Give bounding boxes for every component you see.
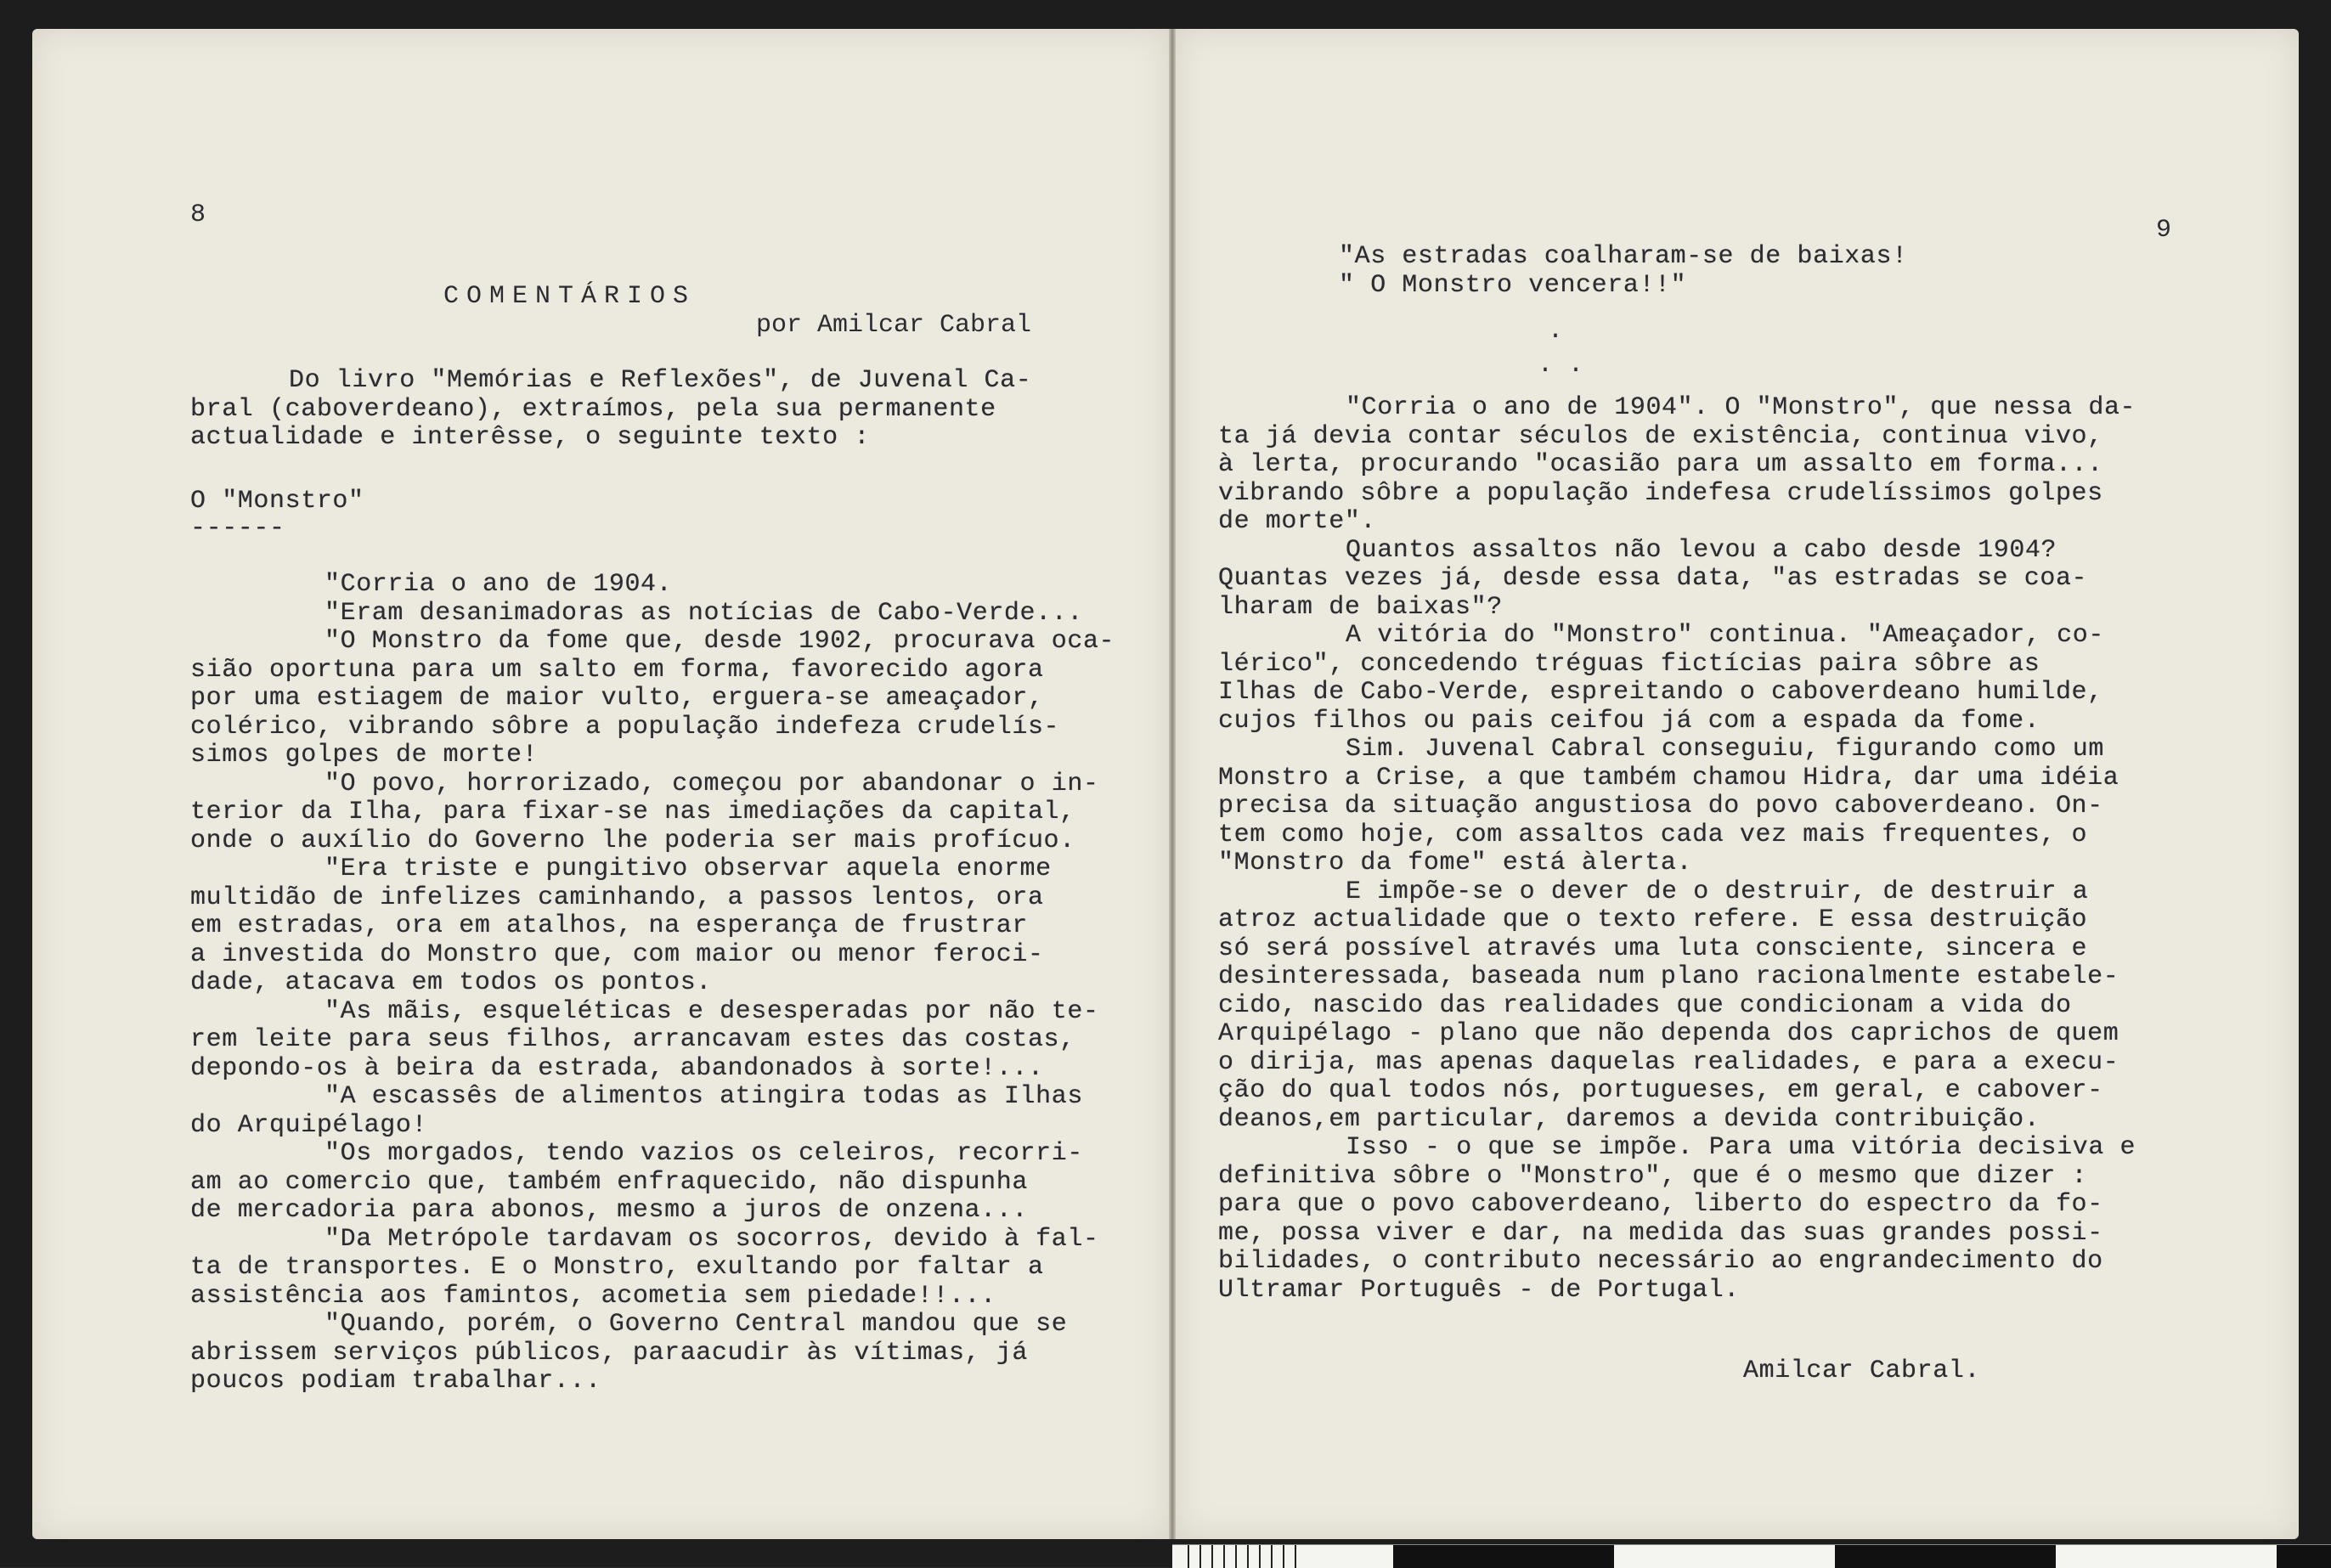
book-gutter xyxy=(1169,29,1176,1539)
intro-paragraph xyxy=(190,367,1031,453)
commentary-line: de morte". xyxy=(1218,507,1377,536)
excerpt-line: "Corria o ano de 1904. xyxy=(325,570,673,599)
excerpt-body xyxy=(190,571,1115,1396)
commentary-line: A vitória do "Monstro" continua. "Ameaçador, co- xyxy=(1346,621,2104,650)
commentary-line: "Monstro da fome" está àlerta. xyxy=(1218,849,1693,877)
scale-ruler xyxy=(1172,1544,2331,1568)
commentary-body xyxy=(1218,394,2136,1305)
commentary-line: para que o povo caboverdeano, liberto do espectro da fo- xyxy=(1218,1190,2103,1219)
intro-line: Do livro "Memórias e Reflexões", de Juvenal Ca- xyxy=(289,366,1032,395)
excerpt-line: por uma estiagem de maior vulto, erguera-se ameaçador, xyxy=(190,684,1044,713)
commentary-line: E impõe-se o dever de o destruir, de destruir a xyxy=(1346,877,2089,906)
intro-line: bral (caboverdeano), extraímos, pela sua permanente xyxy=(190,394,996,424)
commentary-line: cujos filhos ou pais ceifou já com a espada da fome. xyxy=(1218,706,2040,736)
signature: Amilcar Cabral. xyxy=(1743,1356,1981,1385)
section-dots xyxy=(1538,314,1584,382)
excerpt-line: "O povo, horrorizado, começou por abandonar o in- xyxy=(325,769,1099,798)
commentary-line: me, possa viver e dar, na medida das suas grandes possi- xyxy=(1218,1218,2103,1248)
commentary-line: cido, nascido das realidades que condicionam a vida do xyxy=(1218,990,2072,1020)
excerpt-line: terior da Ilha, para fixar-se nas imediações da capital, xyxy=(190,798,1075,826)
excerpt-line: multidão de infelizes caminhando, a passos lentos, ora xyxy=(190,883,1044,912)
excerpt-line: "Eram desanimadoras as notícias de Cabo-Verde... xyxy=(325,598,1083,628)
commentary-line: tem como hoje, com assaltos cada vez mais frequentes, o xyxy=(1218,820,2088,849)
quote-ending xyxy=(1339,243,1908,300)
commentary-line: Ultramar Português - de Portugal. xyxy=(1218,1275,1740,1305)
excerpt-line: colérico, vibrando sôbre a população indefeza crudelís- xyxy=(190,712,1060,742)
excerpt-title: O "Monstro" xyxy=(190,487,364,516)
byline: por Amilcar Cabral xyxy=(756,311,1032,340)
commentary-line: atroz actualidade que o texto refere. E essa destruição xyxy=(1218,905,2088,934)
commentary-line: Sim. Juvenal Cabral conseguiu, figurando como um xyxy=(1346,735,2104,764)
commentary-line: vibrando sôbre a população indefesa crudelíssimos golpes xyxy=(1218,478,2103,508)
excerpt-line: de mercadoria para abonos, mesmo a juros de onzena... xyxy=(190,1196,1028,1225)
dot-marker: . . xyxy=(1538,351,1584,380)
dot-marker: . xyxy=(1548,317,1564,346)
excerpt-line: onde o auxílio do Governo lhe poderia ser mais profícuo. xyxy=(190,826,1075,855)
excerpt-line: "Os morgados, tendo vazios os celeiros, recorri- xyxy=(325,1139,1083,1168)
commentary-line: Isso - o que se impõe. Para uma vitória decisiva e xyxy=(1346,1133,2136,1162)
commentary-line: ta já devia contar séculos de existência, continua vivo, xyxy=(1218,421,2103,451)
quote-line: "As estradas coalharam-se de baixas! xyxy=(1339,242,1908,271)
excerpt-line: "O Monstro da fome que, desde 1902, procurava oca- xyxy=(325,627,1115,656)
commentary-line: "Corria o ano de 1904". O "Monstro", que nessa da- xyxy=(1346,393,2136,422)
excerpt-line: em estradas, ora em atalhos, na esperança de frustrar xyxy=(190,911,1028,940)
commentary-line: bilidades, o contributo necessário ao engrandecimento do xyxy=(1218,1247,2103,1276)
right-page-number: 9 xyxy=(2156,216,2172,245)
excerpt-line: do Arquipélago! xyxy=(190,1110,428,1140)
commentary-line: Monstro a Crise, a que também chamou Hidra, dar uma idéia xyxy=(1218,763,2119,792)
commentary-line: Quantos assaltos não levou a cabo desde 1904? xyxy=(1346,535,2057,565)
left-page-number: 8 xyxy=(190,200,206,229)
excerpt-line: depondo-os à beira da estrada, abandonados à sorte!... xyxy=(190,1053,1044,1083)
commentary-line: lérico", concedendo tréguas fictícias paira sôbre as xyxy=(1218,649,2040,679)
commentary-line: Arquipélago - plano que não dependa dos caprichos de quem xyxy=(1218,1019,2119,1048)
commentary-line: precisa da situação angustiosa do povo caboverdeano. On- xyxy=(1218,792,2103,821)
commentary-line: à lerta, procurando "ocasião para um assalto em forma... xyxy=(1218,450,2103,479)
right-page xyxy=(1176,29,2299,1539)
excerpt-title-rule: ------ xyxy=(190,514,285,543)
page-heading: COMENTÁRIOS xyxy=(443,282,697,311)
commentary-line: definitiva sôbre o "Monstro", que é o mesmo que dizer : xyxy=(1218,1161,2088,1191)
excerpt-line: simos golpes de morte! xyxy=(190,741,539,770)
commentary-line: deanos,em particular, daremos a devida contribuição. xyxy=(1218,1104,2040,1134)
commentary-line: Quantas vezes já, desde essa data, "as estradas se coa- xyxy=(1218,564,2088,593)
intro-line: actualidade e interêsse, o seguinte texto : xyxy=(190,423,870,452)
commentary-line: lharam de baixas"? xyxy=(1218,592,1503,622)
excerpt-line: a investida do Monstro que, com maior ou menor feroci- xyxy=(190,939,1044,969)
excerpt-line: "Da Metrópole tardavam os socorros, devido à fal- xyxy=(325,1224,1099,1254)
excerpt-line: "A escassês de alimentos atingira todas as Ilhas xyxy=(325,1082,1083,1111)
commentary-line: só será possível através uma luta consciente, sincera e xyxy=(1218,933,2088,963)
excerpt-line: assistência aos famintos, acometia sem piedade!!... xyxy=(190,1281,996,1311)
excerpt-line: sião oportuna para um salto em forma, favorecido agora xyxy=(190,655,1044,685)
excerpt-line: poucos podiam trabalhar... xyxy=(190,1367,601,1396)
excerpt-line: rem leite para seus filhos, arrancavam estes das costas, xyxy=(190,1025,1075,1054)
excerpt-line: ta de transportes. E o Monstro, exultando por faltar a xyxy=(190,1253,1044,1282)
commentary-line: o dirija, mas apenas daquelas realidades, e para a execu- xyxy=(1218,1047,2119,1077)
excerpt-line: am ao comercio que, também enfraquecido, não dispunha xyxy=(190,1167,1028,1197)
left-page xyxy=(32,29,1169,1539)
excerpt-line: "As mãis, esqueléticas e desesperadas por não te- xyxy=(325,996,1099,1026)
excerpt-line: abrissem serviços públicos, paraacudir às vítimas, já xyxy=(190,1338,1028,1368)
excerpt-line: "Era triste e pungitivo observar aquela enorme xyxy=(325,855,1052,883)
excerpt-line: "Quando, porém, o Governo Central mandou que se xyxy=(325,1310,1068,1339)
excerpt-line: dade, atacava em todos os pontos. xyxy=(190,968,712,997)
commentary-line: Ilhas de Cabo-Verde, espreitando o caboverdeano humilde, xyxy=(1218,678,2103,707)
commentary-line: ção do qual todos nós, portugueses, em geral, e cabover- xyxy=(1218,1076,2103,1105)
commentary-line: desinteressada, baseada num plano racionalmente estabele- xyxy=(1218,962,2119,991)
quote-line: " O Monstro vencera!!" xyxy=(1339,270,1687,300)
